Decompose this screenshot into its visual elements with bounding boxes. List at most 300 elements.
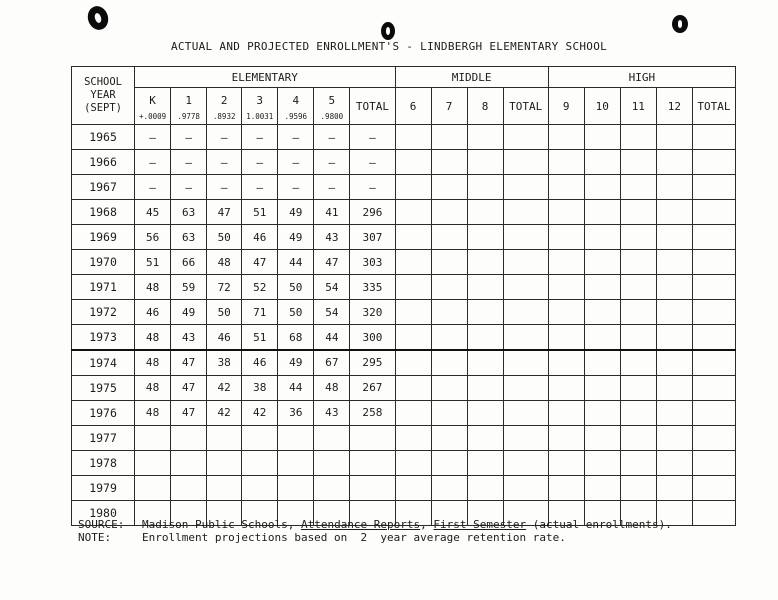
empty-cell <box>656 150 692 175</box>
empty-cell <box>692 426 735 451</box>
empty-cell <box>467 376 503 401</box>
enrollment-cell: 49 <box>171 300 207 325</box>
empty-cell <box>548 350 584 376</box>
empty-cell <box>548 150 584 175</box>
enrollment-cell: 46 <box>135 300 171 325</box>
enrollment-cell: – <box>278 150 314 175</box>
empty-cell <box>395 300 431 325</box>
empty-cell <box>503 426 548 451</box>
empty-cell <box>503 401 548 426</box>
empty-cell <box>503 275 548 300</box>
enrollment-cell: 41 <box>314 200 350 225</box>
elementary-total-cell: 258 <box>350 401 395 426</box>
empty-cell <box>692 401 735 426</box>
enrollment-cell: 49 <box>278 225 314 250</box>
empty-cell <box>431 325 467 351</box>
elementary-total-cell: 300 <box>350 325 395 351</box>
high-header: HIGH <box>548 67 735 88</box>
enrollment-cell: 38 <box>207 350 242 376</box>
empty-cell <box>467 401 503 426</box>
table-row <box>72 325 736 351</box>
table-row <box>72 225 736 250</box>
empty-cell <box>467 275 503 300</box>
grade-4-header: 4 <box>278 88 314 113</box>
source-text-1: Madison Public Schools, <box>142 518 301 531</box>
enrollment-cell <box>242 451 278 476</box>
elementary-total-cell: – <box>350 125 395 150</box>
enrollment-cell: 50 <box>278 300 314 325</box>
enrollment-cell: 48 <box>314 376 350 401</box>
empty-cell <box>467 175 503 200</box>
empty-cell <box>548 451 584 476</box>
enrollment-cell <box>135 451 171 476</box>
empty-cell <box>467 426 503 451</box>
empty-cell <box>656 325 692 351</box>
punch-hole-left <box>85 3 111 32</box>
year-cell: 1976 <box>72 401 135 426</box>
empty-cell <box>548 426 584 451</box>
enrollment-cell: 71 <box>242 300 278 325</box>
retention-rate-4: .9596 <box>278 112 314 125</box>
year-cell: 1972 <box>72 300 135 325</box>
elementary-header: ELEMENTARY <box>135 67 395 88</box>
enrollment-cell: 63 <box>171 225 207 250</box>
year-cell: 1980 <box>72 501 135 526</box>
elementary-total-cell: 296 <box>350 200 395 225</box>
empty-cell <box>395 376 431 401</box>
empty-cell <box>467 125 503 150</box>
grade-1-header: 1 <box>171 88 207 113</box>
enrollment-cell: 46 <box>242 350 278 376</box>
empty-cell <box>584 401 620 426</box>
year-cell: 1978 <box>72 451 135 476</box>
empty-cell <box>620 200 656 225</box>
enrollment-table <box>71 66 736 526</box>
empty-cell <box>692 250 735 275</box>
empty-cell <box>692 501 735 526</box>
empty-cell <box>395 200 431 225</box>
empty-cell <box>692 300 735 325</box>
middle-total-header: TOTAL <box>503 88 548 125</box>
year-cell: 1973 <box>72 325 135 351</box>
enrollment-cell: – <box>278 125 314 150</box>
empty-cell <box>584 325 620 351</box>
grade-12-header: 12 <box>656 88 692 125</box>
empty-cell <box>503 175 548 200</box>
enrollment-cell: – <box>171 175 207 200</box>
empty-cell <box>692 476 735 501</box>
enrollment-cell <box>135 476 171 501</box>
table-row <box>72 426 736 451</box>
enrollment-cell: 63 <box>171 200 207 225</box>
empty-cell <box>431 476 467 501</box>
enrollment-cell: – <box>242 150 278 175</box>
empty-cell <box>395 426 431 451</box>
empty-cell <box>503 225 548 250</box>
empty-cell <box>584 300 620 325</box>
enrollment-cell: 45 <box>135 200 171 225</box>
enrollment-cell: 48 <box>135 350 171 376</box>
enrollment-cell <box>207 476 242 501</box>
empty-cell <box>503 200 548 225</box>
empty-cell <box>395 451 431 476</box>
table-row <box>72 200 736 225</box>
empty-cell <box>656 225 692 250</box>
elementary-total-cell: 295 <box>350 350 395 376</box>
school-year-header <box>72 67 135 125</box>
enrollment-cell: 50 <box>207 300 242 325</box>
empty-cell <box>584 451 620 476</box>
empty-cell <box>503 125 548 150</box>
note-text: Enrollment projections based on 2 year average retention rate. <box>142 531 566 544</box>
empty-cell <box>548 225 584 250</box>
year-cell: 1966 <box>72 150 135 175</box>
empty-cell <box>503 150 548 175</box>
enrollment-cell: 46 <box>242 225 278 250</box>
enrollment-cell: 51 <box>242 200 278 225</box>
empty-cell <box>584 426 620 451</box>
enrollment-cell: – <box>314 175 350 200</box>
source-line <box>78 518 672 531</box>
empty-cell <box>503 250 548 275</box>
grade-2-header: 2 <box>207 88 242 113</box>
empty-cell <box>656 200 692 225</box>
retention-rate-k: +.0009 <box>135 112 171 125</box>
empty-cell <box>467 200 503 225</box>
enrollment-cell: 66 <box>171 250 207 275</box>
empty-cell <box>656 175 692 200</box>
empty-cell <box>503 476 548 501</box>
enrollment-cell <box>278 451 314 476</box>
enrollment-cell: 54 <box>314 300 350 325</box>
empty-cell <box>584 150 620 175</box>
enrollment-cell: 43 <box>171 325 207 351</box>
empty-cell <box>431 451 467 476</box>
empty-cell <box>656 125 692 150</box>
empty-cell <box>656 426 692 451</box>
grade-5-header: 5 <box>314 88 350 113</box>
empty-cell <box>503 325 548 351</box>
empty-cell <box>431 125 467 150</box>
enrollment-cell: 47 <box>314 250 350 275</box>
document-title: ACTUAL AND PROJECTED ENROLLMENT'S - LINDBERGH ELEMENTARY SCHOOL <box>170 40 608 53</box>
enrollment-cell <box>171 426 207 451</box>
year-cell: 1975 <box>72 376 135 401</box>
table-row <box>72 150 736 175</box>
school-year-line-1: SCHOOL <box>84 76 122 88</box>
enrollment-cell: 44 <box>314 325 350 351</box>
empty-cell <box>431 426 467 451</box>
empty-cell <box>620 325 656 351</box>
enrollment-cell: 42 <box>207 376 242 401</box>
elementary-total-cell: – <box>350 175 395 200</box>
enrollment-cell: – <box>207 125 242 150</box>
empty-cell <box>395 125 431 150</box>
empty-cell <box>467 350 503 376</box>
grade-3-header: 3 <box>242 88 278 113</box>
table-row <box>72 451 736 476</box>
high-total-header: TOTAL <box>692 88 735 125</box>
enrollment-cell <box>242 476 278 501</box>
empty-cell <box>503 300 548 325</box>
empty-cell <box>692 275 735 300</box>
empty-cell <box>584 175 620 200</box>
empty-cell <box>656 401 692 426</box>
empty-cell <box>467 476 503 501</box>
enrollment-cell <box>314 476 350 501</box>
empty-cell <box>548 125 584 150</box>
empty-cell <box>395 175 431 200</box>
punch-hole-middle <box>381 22 395 40</box>
enrollment-cell <box>278 426 314 451</box>
table-row <box>72 275 736 300</box>
year-cell: 1979 <box>72 476 135 501</box>
empty-cell <box>656 451 692 476</box>
empty-cell <box>467 150 503 175</box>
empty-cell <box>467 451 503 476</box>
elementary-total-cell: 320 <box>350 300 395 325</box>
empty-cell <box>548 300 584 325</box>
empty-cell <box>620 350 656 376</box>
table-row <box>72 376 736 401</box>
middle-header: MIDDLE <box>395 67 548 88</box>
empty-cell <box>656 250 692 275</box>
enrollment-cell: – <box>135 175 171 200</box>
enrollment-cell <box>242 426 278 451</box>
empty-cell <box>395 325 431 351</box>
year-cell: 1965 <box>72 125 135 150</box>
empty-cell <box>692 225 735 250</box>
empty-cell <box>548 275 584 300</box>
empty-cell <box>431 350 467 376</box>
empty-cell <box>395 350 431 376</box>
enrollment-cell: 47 <box>171 376 207 401</box>
empty-cell <box>431 250 467 275</box>
enrollment-cell <box>207 451 242 476</box>
empty-cell <box>431 401 467 426</box>
empty-cell <box>656 275 692 300</box>
enrollment-cell: – <box>314 125 350 150</box>
source-text-4: First Semester <box>433 518 527 531</box>
empty-cell <box>620 125 656 150</box>
empty-cell <box>548 401 584 426</box>
retention-rate-3: 1.0031 <box>242 112 278 125</box>
elementary-total-header: TOTAL <box>350 88 395 125</box>
enrollment-cell <box>171 476 207 501</box>
empty-cell <box>431 300 467 325</box>
grade-10-header: 10 <box>584 88 620 125</box>
elementary-total-cell: – <box>350 150 395 175</box>
empty-cell <box>692 451 735 476</box>
empty-cell <box>620 175 656 200</box>
empty-cell <box>620 426 656 451</box>
empty-cell <box>548 200 584 225</box>
empty-cell <box>503 451 548 476</box>
enrollment-cell: 42 <box>207 401 242 426</box>
enrollment-cell <box>278 476 314 501</box>
table-row <box>72 476 736 501</box>
elementary-total-cell <box>350 451 395 476</box>
elementary-total-cell: 307 <box>350 225 395 250</box>
empty-cell <box>431 376 467 401</box>
enrollment-cell: – <box>171 150 207 175</box>
empty-cell <box>692 125 735 150</box>
grade-7-header: 7 <box>431 88 467 125</box>
empty-cell <box>656 350 692 376</box>
table-row <box>72 175 736 200</box>
grade-8-header: 8 <box>467 88 503 125</box>
year-cell: 1977 <box>72 426 135 451</box>
retention-rate-2: .8932 <box>207 112 242 125</box>
empty-cell <box>656 476 692 501</box>
enrollment-cell: 67 <box>314 350 350 376</box>
empty-cell <box>620 476 656 501</box>
enrollment-cell: 52 <box>242 275 278 300</box>
empty-cell <box>503 350 548 376</box>
elementary-total-cell <box>350 476 395 501</box>
enrollment-cell: 38 <box>242 376 278 401</box>
year-cell: 1968 <box>72 200 135 225</box>
empty-cell <box>548 250 584 275</box>
empty-cell <box>620 275 656 300</box>
enrollment-cell: 48 <box>135 275 171 300</box>
empty-cell <box>395 275 431 300</box>
retention-rate-1: .9778 <box>171 112 207 125</box>
empty-cell <box>467 225 503 250</box>
empty-cell <box>395 476 431 501</box>
enrollment-cell: 48 <box>135 376 171 401</box>
empty-cell <box>467 300 503 325</box>
note-line <box>78 531 672 544</box>
grade-k-header: K <box>135 88 171 113</box>
enrollment-cell: – <box>135 150 171 175</box>
empty-cell <box>395 250 431 275</box>
empty-cell <box>584 275 620 300</box>
empty-cell <box>692 150 735 175</box>
empty-cell <box>692 325 735 351</box>
enrollment-cell: 47 <box>171 350 207 376</box>
empty-cell <box>620 451 656 476</box>
elementary-total-cell: 335 <box>350 275 395 300</box>
empty-cell <box>620 150 656 175</box>
source-text-2: Attendance Reports <box>300 518 421 531</box>
enrollment-cell: 68 <box>278 325 314 351</box>
enrollment-cell: 50 <box>278 275 314 300</box>
elementary-total-cell: 303 <box>350 250 395 275</box>
empty-cell <box>431 175 467 200</box>
enrollment-cell <box>207 426 242 451</box>
empty-cell <box>395 150 431 175</box>
enrollment-cell: 59 <box>171 275 207 300</box>
year-cell: 1974 <box>72 350 135 376</box>
empty-cell <box>467 250 503 275</box>
source-label: SOURCE: <box>78 518 125 531</box>
enrollment-cell: 51 <box>242 325 278 351</box>
table-row <box>72 250 736 275</box>
enrollment-cell: 48 <box>135 401 171 426</box>
enrollment-cell: 44 <box>278 376 314 401</box>
punch-hole-right <box>672 15 688 33</box>
empty-cell <box>431 200 467 225</box>
empty-cell <box>584 376 620 401</box>
empty-cell <box>548 175 584 200</box>
empty-cell <box>656 300 692 325</box>
retention-rate-5: .9800 <box>314 112 350 125</box>
year-cell: 1967 <box>72 175 135 200</box>
enrollment-cell: – <box>207 150 242 175</box>
empty-cell <box>584 200 620 225</box>
empty-cell <box>395 401 431 426</box>
empty-cell <box>431 275 467 300</box>
enrollment-cell: 54 <box>314 275 350 300</box>
source-text-3: , <box>420 518 434 531</box>
table-row <box>72 401 736 426</box>
year-cell: 1969 <box>72 225 135 250</box>
empty-cell <box>620 300 656 325</box>
enrollment-cell: – <box>171 125 207 150</box>
enrollment-cell <box>314 426 350 451</box>
empty-cell <box>548 476 584 501</box>
empty-cell <box>692 200 735 225</box>
enrollment-cell: 72 <box>207 275 242 300</box>
enrollment-cell: 49 <box>278 350 314 376</box>
table-row <box>72 350 736 376</box>
grade-6-header: 6 <box>395 88 431 125</box>
enrollment-cell: 50 <box>207 225 242 250</box>
school-year-line-3: (SEPT) <box>84 102 122 114</box>
empty-cell <box>395 225 431 250</box>
empty-cell <box>548 325 584 351</box>
year-cell: 1971 <box>72 275 135 300</box>
source-text-5: (actual enrollments). <box>526 518 672 531</box>
enrollment-cell: 43 <box>314 225 350 250</box>
enrollment-cell: – <box>242 175 278 200</box>
enrollment-cell: – <box>135 125 171 150</box>
enrollment-cell: 47 <box>242 250 278 275</box>
empty-cell <box>620 376 656 401</box>
enrollment-cell <box>171 451 207 476</box>
enrollment-cell <box>135 426 171 451</box>
empty-cell <box>692 350 735 376</box>
enrollment-cell: 46 <box>207 325 242 351</box>
enrollment-cell: 44 <box>278 250 314 275</box>
school-year-line-2: YEAR <box>90 89 116 101</box>
grade-9-header: 9 <box>548 88 584 125</box>
empty-cell <box>584 476 620 501</box>
year-cell: 1970 <box>72 250 135 275</box>
empty-cell <box>584 225 620 250</box>
elementary-total-cell <box>350 426 395 451</box>
empty-cell <box>620 250 656 275</box>
empty-cell <box>431 150 467 175</box>
note-label: NOTE: <box>78 531 112 544</box>
enrollment-cell: 48 <box>207 250 242 275</box>
grade-11-header: 11 <box>620 88 656 125</box>
empty-cell <box>656 376 692 401</box>
empty-cell <box>692 376 735 401</box>
table-row <box>72 125 736 150</box>
enrollment-cell: – <box>314 150 350 175</box>
empty-cell <box>431 225 467 250</box>
empty-cell <box>467 325 503 351</box>
enrollment-cell: 48 <box>135 325 171 351</box>
empty-cell <box>584 125 620 150</box>
enrollment-cell: 49 <box>278 200 314 225</box>
enrollment-cell: 43 <box>314 401 350 426</box>
enrollment-cell: – <box>242 125 278 150</box>
enrollment-cell: 51 <box>135 250 171 275</box>
enrollment-cell <box>314 451 350 476</box>
